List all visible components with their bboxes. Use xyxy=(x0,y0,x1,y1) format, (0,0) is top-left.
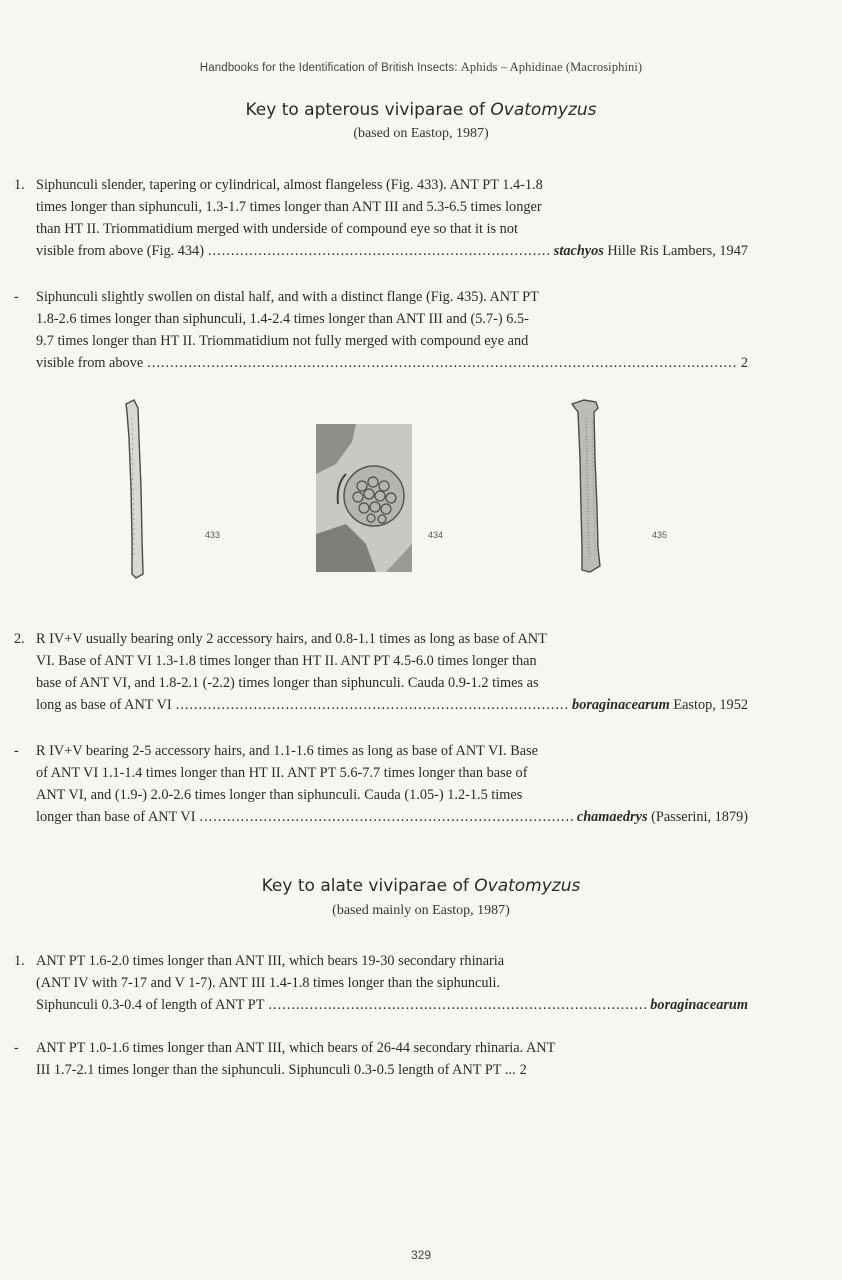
running-head xyxy=(0,60,842,75)
key1-couplet-1a: 1. Siphunculi slender, tapering or cylindrical, almost flangeless (Fig. 433). ANT PT 1.4-1.8 times longer than siphunculi, 1.3-1.7 times longer than ANT III and 5.3-6.5 times longer than HT II. Triommatidium merged with underside of compound eye so that it is not visible from above (Fig. 434) ..... stachyos Hille Ris Lambers, 1947 xyxy=(36,174,748,262)
key1-title: Key to apterous viviparae of Ovatomyzus xyxy=(245,100,597,120)
couplet-dash: - xyxy=(14,743,19,759)
key2-couplet-1b: - ANT PT 1.0-1.6 times longer than ANT III, which bears of 26-44 secondary rhinaria. ANT III 1.7-2.1 times longer than the siphunculi. Siphunculi 0.3-0.5 length of ANT PT ... 2 xyxy=(36,1037,748,1081)
leader-dots xyxy=(147,352,737,374)
figure-433-siphunculus xyxy=(112,398,156,584)
running-head-series: Handbooks for the Identification of British Insects: xyxy=(199,62,458,74)
figure-434-label: 434 xyxy=(428,530,444,540)
species-name: chamaedrys xyxy=(576,809,648,825)
figure-435-siphunculus xyxy=(564,398,612,574)
key1-subtitle: (based on Eastop, 1987) xyxy=(353,126,489,141)
couplet-dash: - xyxy=(14,289,19,305)
leader-dots xyxy=(200,806,573,828)
species-name: boraginacearum xyxy=(572,697,670,713)
species-name: boraginacearum xyxy=(650,997,748,1013)
couplet-dash: - xyxy=(14,1040,19,1056)
figure-433-label: 433 xyxy=(205,530,221,540)
page-number: 329 xyxy=(410,1248,432,1262)
key2-genus: Ovatomyzus xyxy=(474,876,581,896)
key1-couplet-2a: 2. R IV+V usually bearing only 2 accessory hairs, and 0.8-1.1 times as long as base of ANT VI. Base of ANT VI 1.3-1.8 times longer than HT II. ANT PT 4.5-6.0 times longer than base of ANT VI, and 1.8-2.1 (-2.2) times longer than siphunculi. Cauda 0.9-1.2 times as long as base of ANT VI ..... boraginacearum Eastop, 1952 xyxy=(36,628,748,716)
couplet-number: 1. xyxy=(14,953,25,969)
couplet-number: 1. xyxy=(14,177,25,193)
leader-dots xyxy=(176,694,568,716)
lead-number: 2 xyxy=(519,1062,527,1078)
key2-title: Key to alate viviparae of Ovatomyzus xyxy=(261,876,581,896)
leader-dots xyxy=(208,240,550,262)
figure-434-eye xyxy=(316,424,412,572)
key1-genus: Ovatomyzus xyxy=(490,100,597,120)
running-head-group: Aphids – Aphidinae (Macrosiphini) xyxy=(460,60,643,74)
key2-subtitle: (based mainly on Eastop, 1987) xyxy=(332,903,510,918)
couplet-number: 2. xyxy=(14,631,25,647)
lead-number: 2 xyxy=(740,355,748,371)
key2-couplet-1a: 1. ANT PT 1.6-2.0 times longer than ANT III, which bears 19-30 secondary rhinaria (ANT IV with 7-17 and V 1-7). ANT III 1.4-1.8 times longer than the siphunculi. Siphunculi 0.3-0.4 of length of ANT PT ..... boraginacearum xyxy=(36,950,748,1016)
species-name: stachyos xyxy=(553,243,604,259)
figure-435-label: 435 xyxy=(652,530,668,540)
leader-dots xyxy=(268,994,646,1016)
key1-couplet-2b: - R IV+V bearing 2-5 accessory hairs, and 1.1-1.6 times as long as base of ANT VI. Base of ANT VI 1.1-1.4 times longer than HT II. ANT PT 5.6-7.7 times longer than base of ANT VI, and (1.9-) 2.0-2.6 times longer than siphunculi. Cauda (1.05-) 1.2-1.5 times longer than base of ANT VI ..... chamaedrys (Passerini, 1879) xyxy=(36,740,748,828)
key1-couplet-1b: - Siphunculi slightly swollen on distal half, and with a distinct flange (Fig. 435). ANT PT 1.8-2.6 times longer than siphunculi, 1.4-2.4 times longer than ANT III and (5.7-) 6.5- 9.7 times longer than HT II. Triommatidium not fully merged with compound eye and visible from above ..... 2 xyxy=(36,286,748,374)
